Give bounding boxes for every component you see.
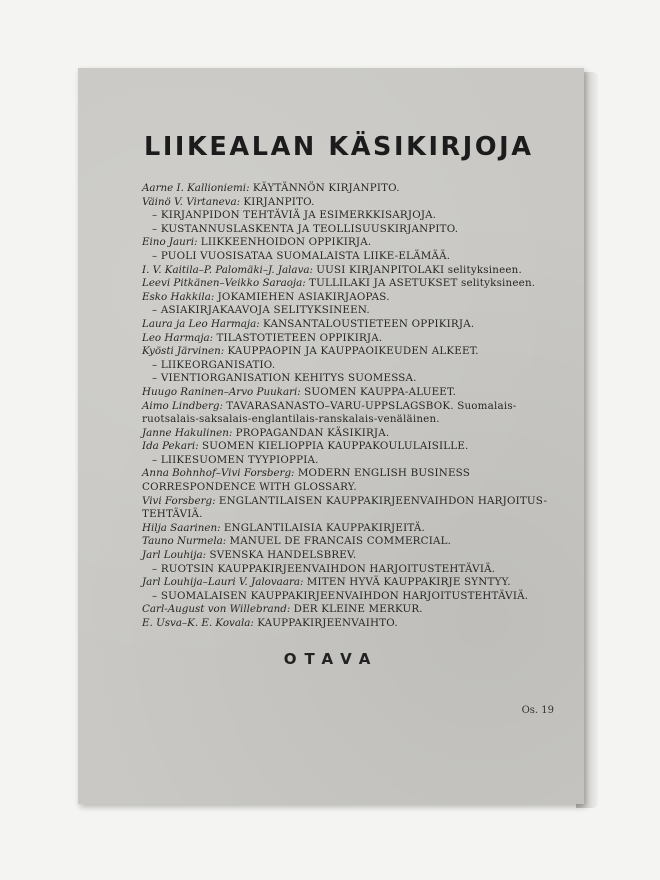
book-title: – KUSTANNUSLASKENTA JA TEOLLISUUSKIRJANPITO. — [152, 222, 459, 235]
book-back-cover — [78, 68, 584, 804]
list-item — [142, 223, 570, 237]
book-title: – SUOMALAISEN KAUPPAKIRJEENVAIHDON HARJOITUSTEHTÄVIÄ. — [152, 589, 529, 602]
catalog-code: Os. 19 — [521, 705, 554, 716]
book-author: Leo Harmaja: — [142, 331, 214, 344]
book-title: – RUOTSIN KAUPPAKIRJEENVAIHDON HARJOITUSTEHTÄVIÄ. — [152, 562, 496, 575]
list-item — [142, 617, 570, 631]
list-item — [142, 576, 570, 590]
list-item — [142, 427, 570, 441]
list-item — [142, 291, 570, 305]
book-title: TULLILAKI JA ASETUKSET selityksineen. — [309, 277, 536, 290]
book-title: ENGLANTILAISIA KAUPPAKIRJEITÄ. — [223, 521, 425, 534]
list-item — [142, 522, 570, 536]
book-title: MITEN HYVÄ KAUPPAKIRJE SYNTYY. — [306, 576, 511, 589]
book-author: Hilja Saarinen: — [142, 521, 221, 534]
book-title: – ASIAKIRJAKAAVOJA SELITYKSINEEN. — [152, 304, 370, 317]
list-item — [142, 318, 570, 332]
book-title: – LIIKEORGANISATIO. — [152, 358, 276, 371]
book-title: PROPAGANDAN KÄSIKIRJA. — [235, 426, 390, 439]
list-item — [142, 603, 570, 617]
book-author: Laura ja Leo Harmaja: — [142, 317, 260, 330]
list-item — [142, 359, 570, 373]
list-item — [142, 209, 570, 223]
book-title: DER KLEINE MERKUR. — [293, 603, 423, 616]
book-title: – VIENTIORGANISATION KEHITYS SUOMESSA. — [152, 372, 417, 385]
book-title: KANSANTALOUSTIETEEN OPPIKIRJA. — [262, 317, 475, 330]
list-item — [142, 332, 570, 346]
book-title: SVENSKA HANDELSBREV. — [209, 549, 357, 562]
book-title: KAUPPAKIRJEENVAIHTO. — [257, 617, 398, 629]
book-author: I. V. Kaitila–P. Palomäki–J. Jalava: — [142, 263, 313, 276]
book-title: – LIIKESUOMEN TYYPIOPPIA. — [152, 453, 319, 466]
book-author: Esko Hakkila: — [142, 290, 215, 303]
list-item — [142, 277, 570, 291]
book-author: Vivi Forsberg: — [142, 494, 216, 507]
list-item — [142, 549, 570, 563]
list-item — [142, 250, 570, 264]
list-item — [142, 454, 570, 468]
book-title: – KIRJANPIDON TEHTÄVIÄ JA ESIMERKKISARJOJA. — [152, 209, 437, 222]
series-title: LIIKEALAN KÄSIKIRJOJA — [144, 132, 534, 162]
book-title: KAUPPAOPIN JA KAUPPAOIKEUDEN ALKEET. — [227, 345, 479, 358]
list-item — [142, 563, 570, 577]
book-title: KÄYTÄNNÖN KIRJANPITO. — [252, 182, 400, 194]
list-item — [142, 386, 570, 400]
book-author: Ida Pekari: — [142, 440, 199, 453]
book-title: ENGLANTILAISEN KAUPPAKIRJEENVAIHDON HARJOITUS-TEHTÄVIÄ. — [142, 494, 548, 521]
book-title: – PUOLI VUOSISATAA SUOMALAISTA LIIKE-ELÄMÄÄ. — [152, 249, 451, 262]
book-author: Carl-August von Willebrand: — [142, 603, 291, 616]
list-item — [142, 196, 570, 210]
book-title: UUSI KIRJANPITOLAKI selityksineen. — [316, 263, 522, 276]
book-title: LIIKKEENHOIDON OPPIKIRJA. — [200, 236, 372, 249]
book-author: Jarl Louhija–Lauri V. Jalovaara: — [142, 576, 304, 589]
list-item — [142, 495, 570, 522]
list-item — [142, 467, 570, 494]
list-item — [142, 345, 570, 359]
book-title: TAVARASANASTO–VARU-UPPSLAGSBOK. Suomalais-ruotsalais-saksalais-englantilais-ranskalais-venäläinen. — [142, 399, 517, 426]
book-author: Anna Bohnhof–Vivi Forsberg: — [142, 467, 295, 480]
book-author: Leevi Pitkänen–Veikko Saraoja: — [142, 277, 306, 290]
book-author: Janne Hakulinen: — [142, 426, 233, 439]
list-item — [142, 182, 570, 196]
book-list — [142, 182, 570, 631]
publisher-name: OTAVA — [283, 650, 379, 668]
book-author: Jarl Louhija: — [142, 549, 207, 562]
book-author: Aarne I. Kallioniemi: — [142, 182, 250, 194]
book-title: SUOMEN KIELIOPPIA KAUPPAKOULULAISILLE. — [201, 440, 469, 453]
book-author: Väinö V. Virtaneva: — [142, 195, 241, 208]
list-item — [142, 535, 570, 549]
list-item — [142, 590, 570, 604]
book-author: Eino Jauri: — [142, 236, 198, 249]
book-title: KIRJANPITO. — [243, 195, 315, 208]
list-item — [142, 440, 570, 454]
list-item — [142, 304, 570, 318]
book-title: JOKAMIEHEN ASIAKIRJAOPAS. — [217, 290, 390, 303]
list-item — [142, 236, 570, 250]
book-author: Kyösti Järvinen: — [142, 345, 225, 358]
book-title: MANUEL DE FRANCAIS COMMERCIAL. — [229, 535, 452, 548]
book-title: MODERN ENGLISH BUSINESS CORRESPONDENCE WITH GLOSSARY. — [142, 467, 470, 494]
book-author: Huugo Raninen–Arvo Puukari: — [142, 385, 301, 398]
book-title: TILASTOTIETEEN OPPIKIRJA. — [216, 331, 383, 344]
book-author: Aimo Lindberg: — [142, 399, 223, 412]
book-title: SUOMEN KAUPPA-ALUEET. — [304, 385, 457, 398]
list-item — [142, 400, 570, 427]
book-author: Tauno Nurmela: — [142, 535, 227, 548]
list-item — [142, 264, 570, 278]
list-item — [142, 372, 570, 386]
book-author: E. Usva–K. E. Kovala: — [142, 617, 254, 629]
